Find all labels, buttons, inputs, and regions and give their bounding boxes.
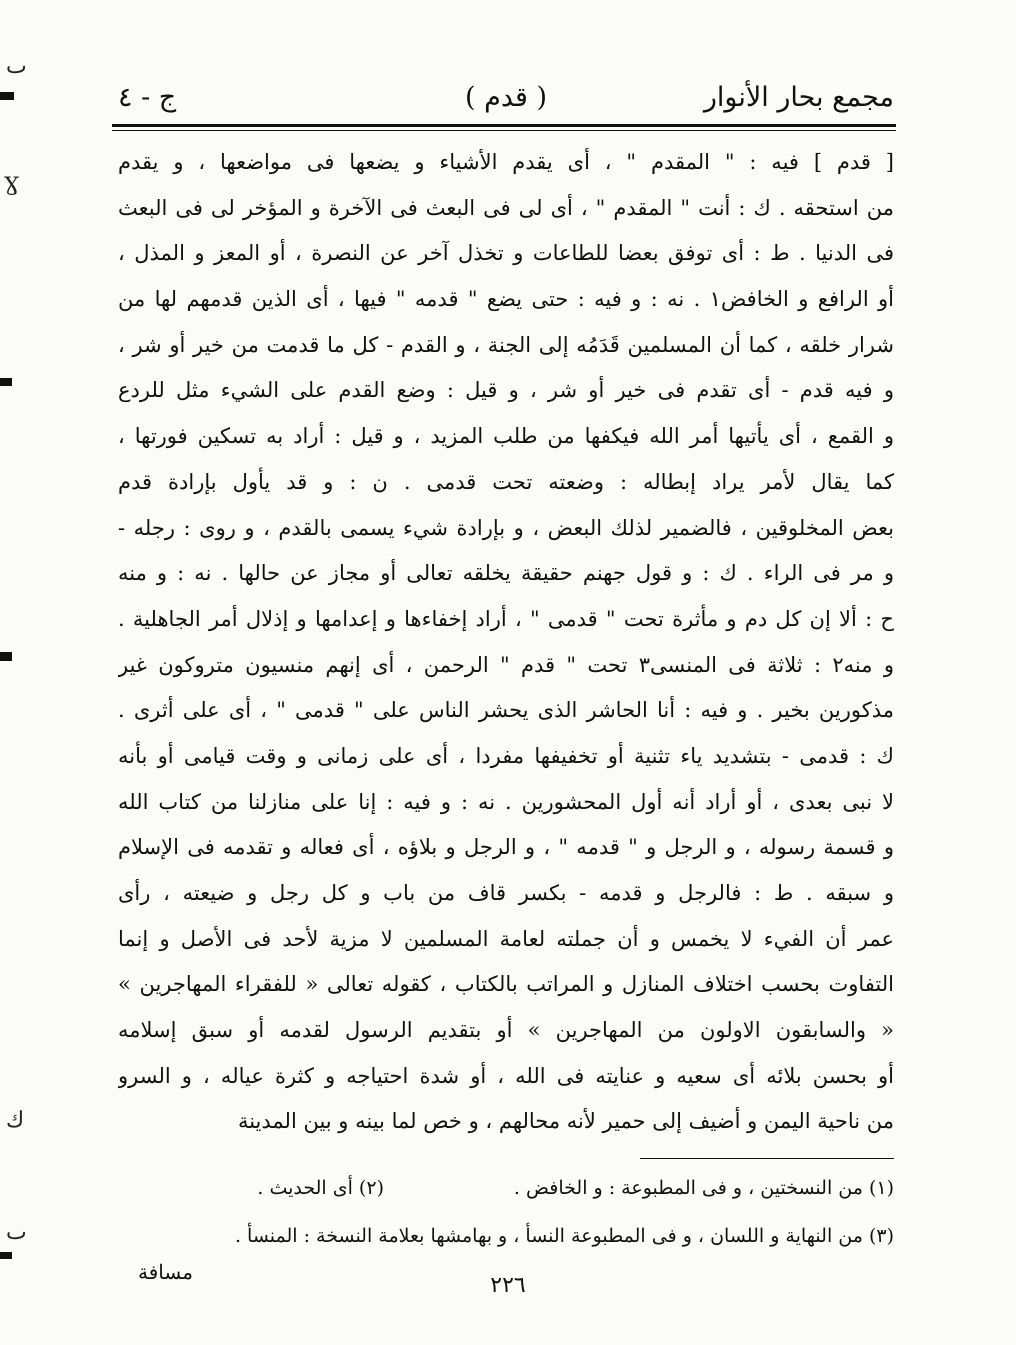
- text-line: و فيه قدم - أى تقدم فى خير أو شر ، و قيل : وضع القدم على الشيء مثل للردع: [118, 378, 894, 403]
- scan-artifact: [0, 652, 12, 661]
- scan-artifact: Ɣ: [4, 174, 20, 199]
- text-line: و منه٢ : ثلاثة فى المنسى٣ تحت " قدم " الرحمن ، أى إنهم منسيون متروكون غير: [118, 652, 894, 677]
- text-line: أو الرافع و الخافض١ . نه : و فيه : حتى يضع " قدمه " فيها ، أى الذين قدمهم لها من: [118, 287, 894, 312]
- scan-artifact: ﻙ: [6, 1108, 25, 1133]
- text-line: و مر فى الراء . ك : و قول جهنم حقيقة يخلقه تعالى أو مجاز عن حالها . نه : و منه: [118, 561, 894, 586]
- text-line: مذكورين بخير . و فيه : أنا الحاشر الذى يحشر الناس على " قدمى " ، أى على أثرى .: [118, 698, 894, 723]
- volume-number: ج - ٤: [118, 82, 177, 113]
- running-header: [118, 78, 894, 122]
- footnote-1: (١) من النسختين ، و فى المطبوعة : و الخافض .: [513, 1177, 894, 1199]
- header-rule-thin: [112, 130, 896, 131]
- body-text: [118, 140, 894, 1145]
- text-line: بعض المخلوقين ، فالضمير لذلك البعض ، و بإرادة شيء يسمى بالقدم ، و روى : رجله -: [118, 515, 894, 540]
- text-line: لا نبى بعدى ، أو أراد أنه أول المحشورين . نه : و فيه : إنا على منازلنا من كتاب الله: [118, 789, 894, 814]
- footnote-rule: [640, 1158, 894, 1159]
- text-line: التفاوت بحسب اختلاف المنازل و المراتب بالكتاب ، كقوله تعالى « للفقراء المهاجرين »: [118, 972, 894, 997]
- text-line: ك : قدمى - بتشديد ياء تثنية أو تخفيفها مفردا ، أى على زمانى و وقت قيامى أو بأنه: [118, 743, 894, 768]
- scan-artifact: ٮ: [6, 54, 27, 79]
- text-line: ح : ألا إن كل دم و مأثرة تحت " قدمى " ، أراد إخفاءها و إعدامها و إذلال أمر الجاهلية .: [118, 606, 894, 631]
- text-line: كما يقال لأمر يراد إبطاله : وضعته تحت قدمى . ن : و قد يأول بإرادة قدم: [118, 469, 894, 494]
- entry-word: ( قدم ): [464, 82, 548, 113]
- text-line: عمر أن الفيء لا يخمس و أن جملته لعامة المسلمين لا مزية لأحد فى الأصل و إنما: [118, 926, 894, 951]
- footnote-2: (٢) أى الحديث .: [257, 1177, 384, 1199]
- text-line: أو بحسن بلائه أى سعيه و عنايته فى الله ، أو شدة احتياجه و كثرة عياله ، و السرو: [118, 1063, 894, 1088]
- footnote-3: (٣) من النهاية و اللسان ، و فى المطبوعة النسأ ، و بهامشها بعلامة النسخة : المنسأ .: [234, 1225, 894, 1247]
- scan-artifact: [0, 92, 14, 100]
- scan-artifact: [0, 1252, 12, 1259]
- header-rule-thick: [112, 124, 896, 127]
- text-line: و سبقه . ط : فالرجل و قدمه - بكسر قاف من باب و كل رجل و ضيعته ، رأى: [118, 881, 894, 905]
- catchword: مسافة: [138, 1260, 193, 1284]
- scan-artifact: ٮ: [6, 1220, 27, 1245]
- text-line: من ناحية اليمن و أضيف إلى حمير لأنه محالهم ، و خص لما بينه و بين المدينة: [237, 1109, 894, 1134]
- text-line: [ قدم ] فيه : " المقدم " ، أى يقدم الأشياء و يضعها فى مواضعها ، و يقدم: [118, 150, 894, 174]
- text-line: من استحقه . ك : أنت " المقدم " ، أى لى فى البعث فى الآخرة و المؤخر لى فى البعث: [118, 195, 894, 220]
- text-line: فى الدنيا . ط : أى توفق بعضا للطاعات و تخذل آخر عن النصرة ، أو المعز و المذل ،: [118, 241, 894, 266]
- page-number: ٢٢٦: [490, 1273, 526, 1298]
- text-line: « والسابقون الاولون من المهاجرين » أو بتقديم الرسول لقدمه أو سبق إسلامه: [118, 1018, 894, 1043]
- text-line: و قسمة رسوله ، و الرجل و " قدمه " ، و الرجل و بلاؤه ، أى فعاله و تقدمه فى الإسلام: [118, 835, 894, 860]
- text-line: و القمع ، أى يأتيها أمر الله فيكفها من طلب المزيد ، و قيل : أراد به تسكين فورتها ،: [118, 424, 894, 449]
- scan-artifact: [0, 378, 12, 386]
- book-title: مجمع بحار الأنوار: [703, 82, 894, 113]
- text-line: شرار خلقه ، كما أن المسلمين قَدَمُه إلى الجنة ، و القدم - كل ما قدمت من خير أو شر ،: [118, 332, 894, 357]
